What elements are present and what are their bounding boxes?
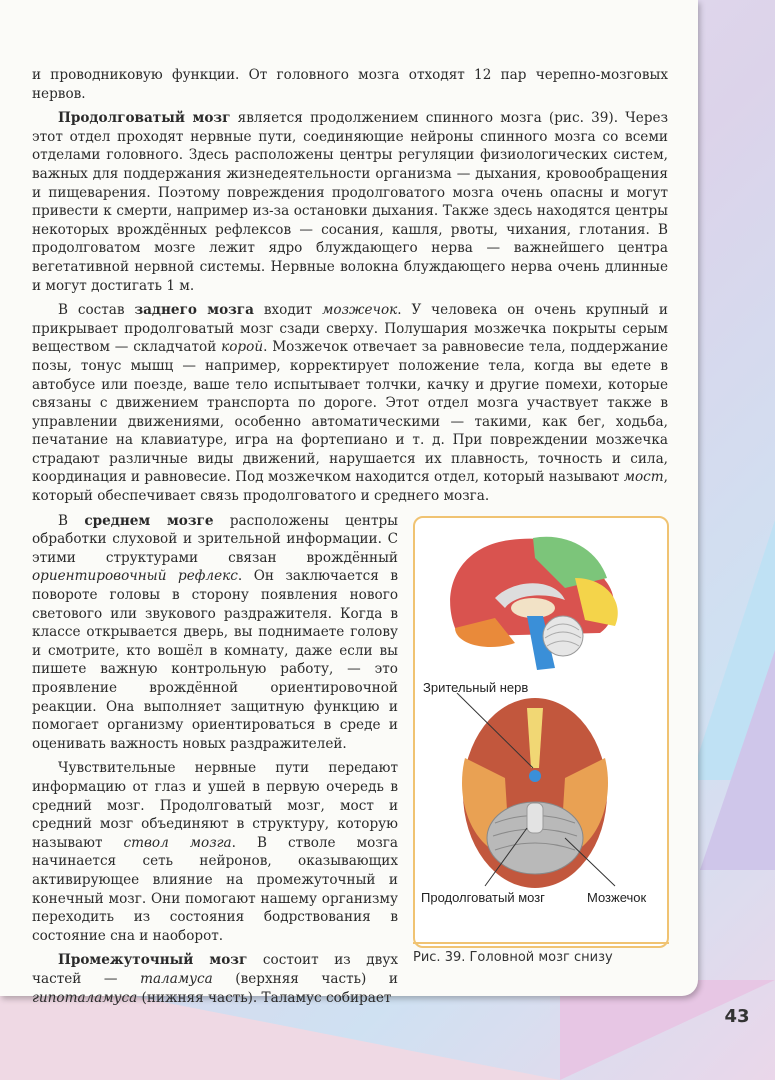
label-medulla: Продолговатый мозг	[421, 890, 545, 905]
page-number: 43	[724, 1006, 750, 1027]
paragraph-hindbrain: В состав заднего мозга входит мозжечок. У человека он очень крупный и прикрывает продолговатый мозг сзади сверху. Полушария мозжечка покрыты серым веществом — складчатой корой. Мозжечок отвечает за равновесие тела, поддержание позы, тонус мышц — например, корректирует положение тела, когда вы едете в автобусе или поезде, ваше тело испытывает толчки, качку и другие помехи, которые связаны с движением транспорта по дороге. Этот отдел мозга участвует также в управлении движениями, особенно автоматическими — такими, как бег, ходьба, печатание на клавиатуре, игра на фортепиано и т. д. При повреждении мозжечка страдают различные виды движений, нарушается их плавность, точность и сила, координация и равновесие. Под мозжечком находится отдел, который называют мост, который обеспечивает связь продолговатого и среднего мозга.	[32, 302, 669, 505]
paragraph-midbrain: В среднем мозге расположены центры обработки слуховой и зрительной информации. С этими структурами связан врождённый ориентировочный рефлекс. Он заключается в повороте головы в сторону появления нового светового или звукового раздражителя. Когда в классе открывается дверь, вы поднимаете голову и смотрите, кто вошёл в комнату, даже если вы пишете важную контрольную работу, — это проявление врождённой ориентировочной реакции. Она выполняет защитную функцию и помогает организму ориентироваться в среде и оценивать важность новых раздражителей.	[32, 512, 398, 752]
inferior-brain	[462, 698, 608, 888]
figure-divider	[413, 942, 669, 944]
label-optic-nerve: Зрительный нерв	[423, 680, 529, 695]
sagittal-brain	[450, 537, 618, 670]
brain-figure	[413, 516, 669, 948]
label-cerebellum: Мозжечок	[587, 890, 647, 905]
paragraph-intro: и проводниковую функции. От головного мозга отходят 12 пар черепно-мозговых нервов.	[32, 67, 668, 102]
figure-caption: Рис. 39. Головной мозг снизу	[413, 950, 613, 965]
paragraph-brainstem: Чувствительные нервные пути передают информацию от глаз и ушей в первую очередь в средний мозг. Продолговатый мозг, мост и средний мозг объединяют в структуру, которую называют ствол мозга. В стволе мозга начинается сеть нейронов, оказывающих активирующее влияние на промежуточный и конечный мозг. Они помогают нашему организму переходить из состояния бодрствования в состояние сна и наоборот.	[32, 760, 398, 944]
brain-illustration	[415, 518, 667, 946]
background-shape	[700, 650, 775, 870]
paragraph-medulla: Продолговатый мозг является продолжением спинного мозга (рис. 39). Через этот отдел проходят нервные пути, соединяющие нейроны спинного мозга со всеми отделами головного. Здесь расположены центры регуляции физиологических систем, важных для поддержания жизнедеятельности организма — дыхания, кровообращения и пищеварения. Поэтому повреждения продолговатого мозга очень опасны и могут привести к смерти, например из-за остановки дыхания. Также здесь находятся центры некоторых врождённых рефлексов — сосания, кашля, рвоты, чихания, глотания. В продолговатом мозге лежит ядро блуждающего нерва — важнейшего центра вегетативной нервной системы. Нервные волокна блуждающего нерва очень длинные и могут достигать 1 м.	[32, 110, 668, 294]
paragraph-diencephalon: Промежуточный мозг состоит из двух частей — таламуса (верхняя часть) и гипоталамуса (нижняя часть). Таламус собирает	[32, 952, 398, 1006]
